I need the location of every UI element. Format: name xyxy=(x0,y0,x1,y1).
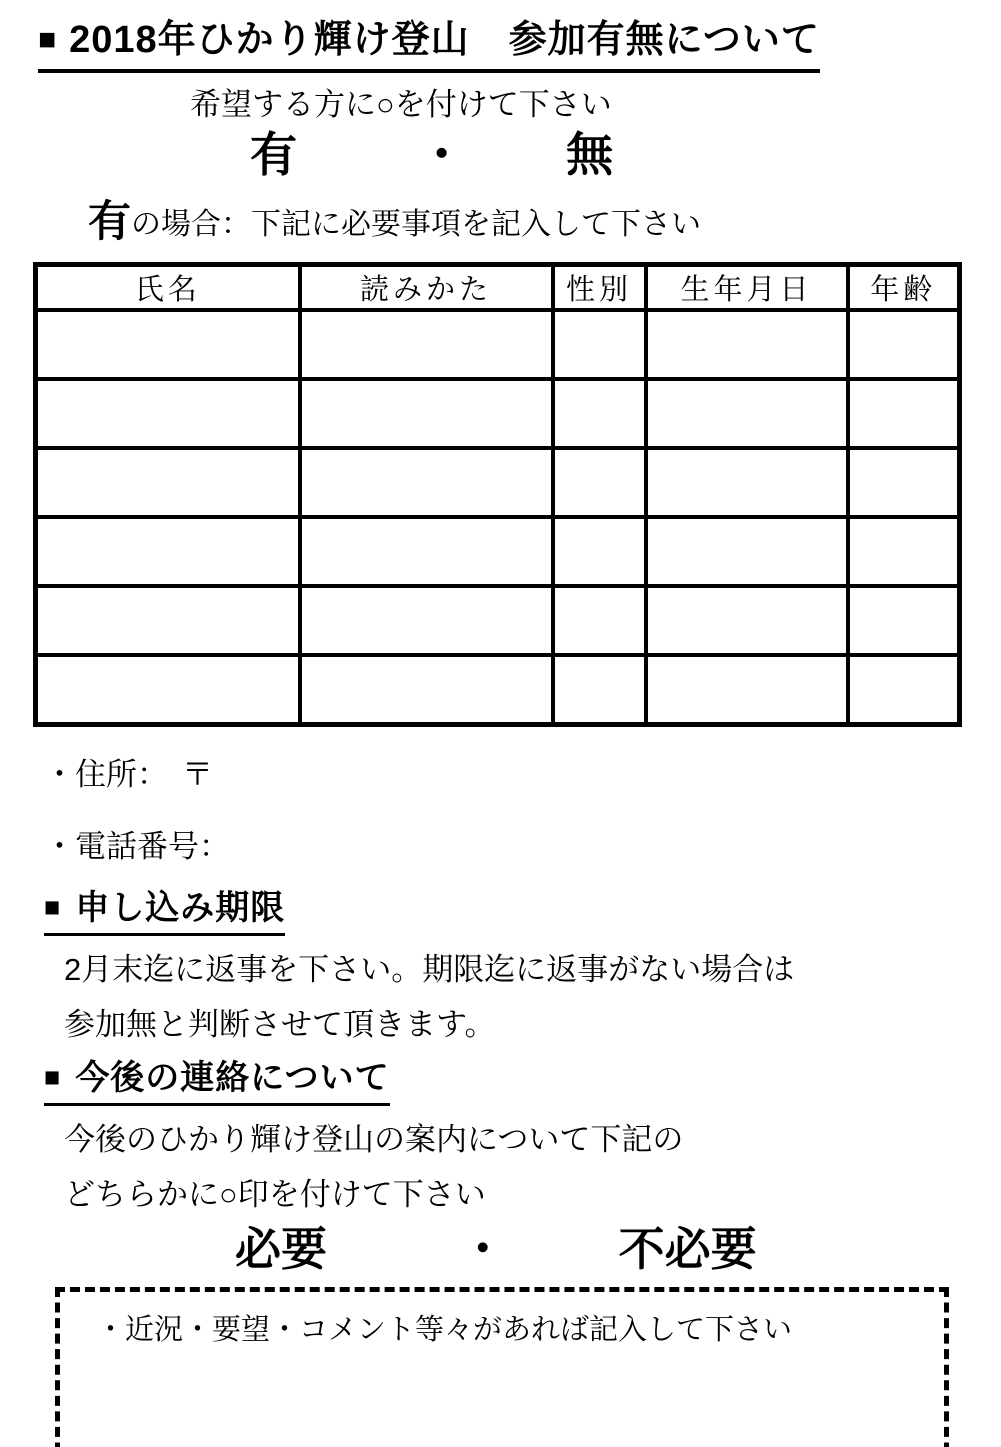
col-header-gender: 性別 xyxy=(553,265,646,311)
participation-choice-row xyxy=(0,129,1001,181)
future-contact-body-line-2: どちらかに○印を付けて下さい xyxy=(64,1176,486,1212)
table-cell[interactable] xyxy=(553,655,646,724)
square-bullet-icon: ■ xyxy=(44,892,62,923)
col-header-age: 年齢 xyxy=(848,265,960,311)
table-cell[interactable] xyxy=(646,517,848,586)
page-title xyxy=(38,20,820,73)
table-cell[interactable] xyxy=(848,655,960,724)
address-label: ・住所： xyxy=(44,756,168,792)
table-cell[interactable] xyxy=(36,379,300,448)
table-cell[interactable] xyxy=(553,586,646,655)
future-contact-body-line-1: 今後のひかり輝け登山の案内について下記の xyxy=(64,1121,684,1157)
table-cell[interactable] xyxy=(553,379,646,448)
table-cell[interactable] xyxy=(848,448,960,517)
table-header-row xyxy=(36,265,960,311)
table-cell[interactable] xyxy=(300,310,553,379)
col-header-reading: 読みかた xyxy=(300,265,553,311)
table-cell[interactable] xyxy=(36,586,300,655)
table-cell[interactable] xyxy=(300,586,553,655)
choice-separator-dot: ・ xyxy=(418,127,466,181)
table-cell[interactable] xyxy=(300,448,553,517)
table-cell[interactable] xyxy=(300,655,553,724)
table-cell[interactable] xyxy=(646,586,848,655)
col-header-name: 氏名 xyxy=(36,265,300,311)
address-field-line xyxy=(44,751,1001,793)
table-cell[interactable] xyxy=(848,517,960,586)
future-contact-heading-text: 今後の連絡について xyxy=(75,1058,390,1097)
comment-write-box[interactable] xyxy=(55,1287,949,1447)
table-cell[interactable] xyxy=(553,517,646,586)
option-attend-yes[interactable]: 有 xyxy=(250,127,297,181)
deadline-heading-text: 申し込み期限 xyxy=(75,889,286,928)
table-cell[interactable] xyxy=(36,655,300,724)
option-contact-required[interactable]: 必要 xyxy=(235,1223,327,1276)
table-row xyxy=(36,517,960,586)
table-cell[interactable] xyxy=(553,448,646,517)
table-cell[interactable] xyxy=(646,379,848,448)
table-row xyxy=(36,379,960,448)
phone-label: ・電話番号： xyxy=(44,829,230,865)
table-cell[interactable] xyxy=(848,379,960,448)
future-contact-section-heading xyxy=(44,1059,390,1106)
table-cell[interactable] xyxy=(300,379,553,448)
table-row xyxy=(36,310,960,379)
table-cell[interactable] xyxy=(646,310,848,379)
address-write-area[interactable] xyxy=(213,751,1001,785)
condition-text: の場合：下記に必要事項を記入して下さい xyxy=(131,208,701,242)
square-bullet-icon: ■ xyxy=(38,23,58,56)
comment-box-label: ・近況・要望・コメント等々があれば記入して下さい xyxy=(96,1314,793,1347)
table-cell[interactable] xyxy=(36,448,300,517)
phone-field-line xyxy=(44,823,1001,865)
deadline-body-line-2: 参加無と判断させて頂きます。 xyxy=(64,1007,496,1043)
table-cell[interactable] xyxy=(553,310,646,379)
table-cell[interactable] xyxy=(848,310,960,379)
contact-choice-row xyxy=(0,1224,1001,1275)
condition-instruction xyxy=(88,192,1001,252)
table-cell[interactable] xyxy=(646,655,848,724)
participant-entry-table xyxy=(33,262,962,727)
choice-separator-dot: ・ xyxy=(459,1223,506,1276)
entry-table-body xyxy=(36,310,960,724)
square-bullet-icon: ■ xyxy=(44,1061,62,1092)
postal-mark: 〒 xyxy=(182,756,213,792)
table-row xyxy=(36,448,960,517)
table-cell[interactable] xyxy=(646,448,848,517)
table-cell[interactable] xyxy=(300,517,553,586)
table-cell[interactable] xyxy=(36,310,300,379)
table-cell[interactable] xyxy=(848,586,960,655)
col-header-birthdate: 生年月日 xyxy=(646,265,848,311)
option-attend-no[interactable]: 無 xyxy=(566,127,614,181)
condition-emphasis: 有 xyxy=(88,198,131,247)
deadline-section-heading xyxy=(44,889,285,936)
table-row xyxy=(36,586,960,655)
phone-write-area[interactable] xyxy=(230,823,1001,857)
page-title-text: 2018年ひかり輝け登山 参加有無について xyxy=(69,19,820,61)
option-contact-not-required[interactable]: 不必要 xyxy=(618,1223,757,1276)
table-cell[interactable] xyxy=(36,517,300,586)
table-row xyxy=(36,655,960,724)
circle-instruction: 希望する方に○を付けて下さい xyxy=(190,86,612,122)
deadline-body-line-1: 2月末迄に返事を下さい。期限迄に返事がない場合は xyxy=(64,952,795,988)
